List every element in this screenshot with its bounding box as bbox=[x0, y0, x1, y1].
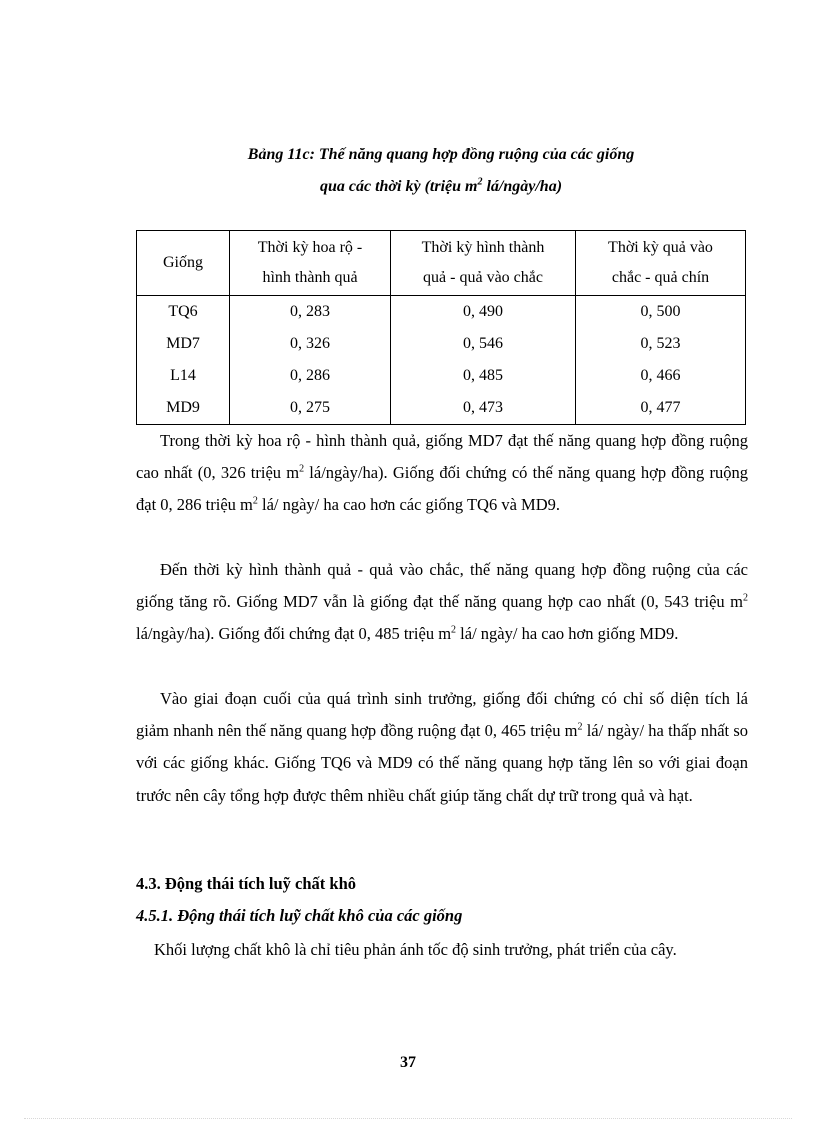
paragraph-1: Trong thời kỳ hoa rộ - hình thành quả, giống MD7 đạt thế năng quang hợp đồng ruộng cao nhất (0, 326 triệu $m^2$ lá/ngày/ha). Giống đối chứng có thế năng quang hợp đồng ruộng đạt 0, 286 triệu $m^2$ lá/ ngày/ ha cao hơn các giống TQ6 và MD9. bbox=[136, 431, 748, 515]
page-bottom-divider bbox=[24, 1118, 792, 1119]
subsection-heading-4-5-1: 4.5.1. Động thái tích luỹ chất khô của các giống bbox=[136, 906, 463, 925]
cell-variety: MD9 bbox=[137, 392, 230, 425]
cell-value: 0, 466 bbox=[576, 360, 746, 392]
cell-value: 0, 477 bbox=[576, 392, 746, 425]
paragraph-2: Đến thời kỳ hình thành quả - quả vào chắc, thế năng quang hợp đồng ruộng của các giống tăng rõ. Giống MD7 vẫn là giống đạt thế năng quang hợp cao nhất (0, 543 triệu $m^2$ lá/ngày/ha). Giống đối chứng đạt 0, 485 triệu $m^2$ lá/ ngày/ ha cao hơn giống MD9. bbox=[136, 560, 748, 644]
table-row bbox=[137, 392, 746, 425]
cell-value: 0, 275 bbox=[230, 392, 391, 425]
cell-value: 0, 546 bbox=[391, 328, 576, 360]
data-table bbox=[136, 230, 746, 425]
page-number: 37 bbox=[400, 1054, 416, 1071]
table-row bbox=[137, 296, 746, 329]
table-caption-line-2: qua các thời kỳ (triệu $m^2$ lá/ngày/ha) bbox=[319, 176, 563, 195]
table-caption-line-1: Bảng 11c: Thế năng quang hợp đồng ruộng của các giống bbox=[247, 146, 635, 163]
cell-value: 0, 523 bbox=[576, 328, 746, 360]
header-period-1: Thời kỳ hoa rộ - hình thành quả bbox=[230, 231, 391, 296]
cell-value: 0, 286 bbox=[230, 360, 391, 392]
section-heading-4-3: 4.3. Động thái tích luỹ chất khô bbox=[136, 874, 357, 893]
header-period-3: Thời kỳ quả vào chắc - quả chín bbox=[576, 231, 746, 296]
table-row bbox=[137, 360, 746, 392]
paragraph-4: Khối lượng chất khô là chỉ tiêu phản ánh tốc độ sinh trưởng, phát triển của cây. bbox=[154, 940, 677, 959]
cell-variety: MD7 bbox=[137, 328, 230, 360]
table-header-row bbox=[137, 231, 746, 296]
cell-variety: L14 bbox=[137, 360, 230, 392]
header-giong: Giống bbox=[137, 231, 230, 296]
paragraph-3: Vào giai đoạn cuối của quá trình sinh trưởng, giống đối chứng có chỉ số diện tích lá giảm nhanh nên thế năng quang hợp đồng ruộng đạt 0, 465 triệu $m^2$ lá/ ngày/ ha thấp nhất so với các giống khác. Giống TQ6 và MD9 có thế năng quang hợp tăng lên so với giai đoạn trước nên cây tổng hợp được thêm nhiều chất giúp tăng chất dự trữ trong quả và hạt. bbox=[136, 689, 748, 805]
cell-variety: TQ6 bbox=[137, 296, 230, 329]
cell-value: 0, 473 bbox=[391, 392, 576, 425]
cell-value: 0, 485 bbox=[391, 360, 576, 392]
cell-value: 0, 490 bbox=[391, 296, 576, 329]
cell-value: 0, 283 bbox=[230, 296, 391, 329]
cell-value: 0, 326 bbox=[230, 328, 391, 360]
header-period-2: Thời kỳ hình thành quả - quả vào chắc bbox=[391, 231, 576, 296]
table-row bbox=[137, 328, 746, 360]
cell-value: 0, 500 bbox=[576, 296, 746, 329]
